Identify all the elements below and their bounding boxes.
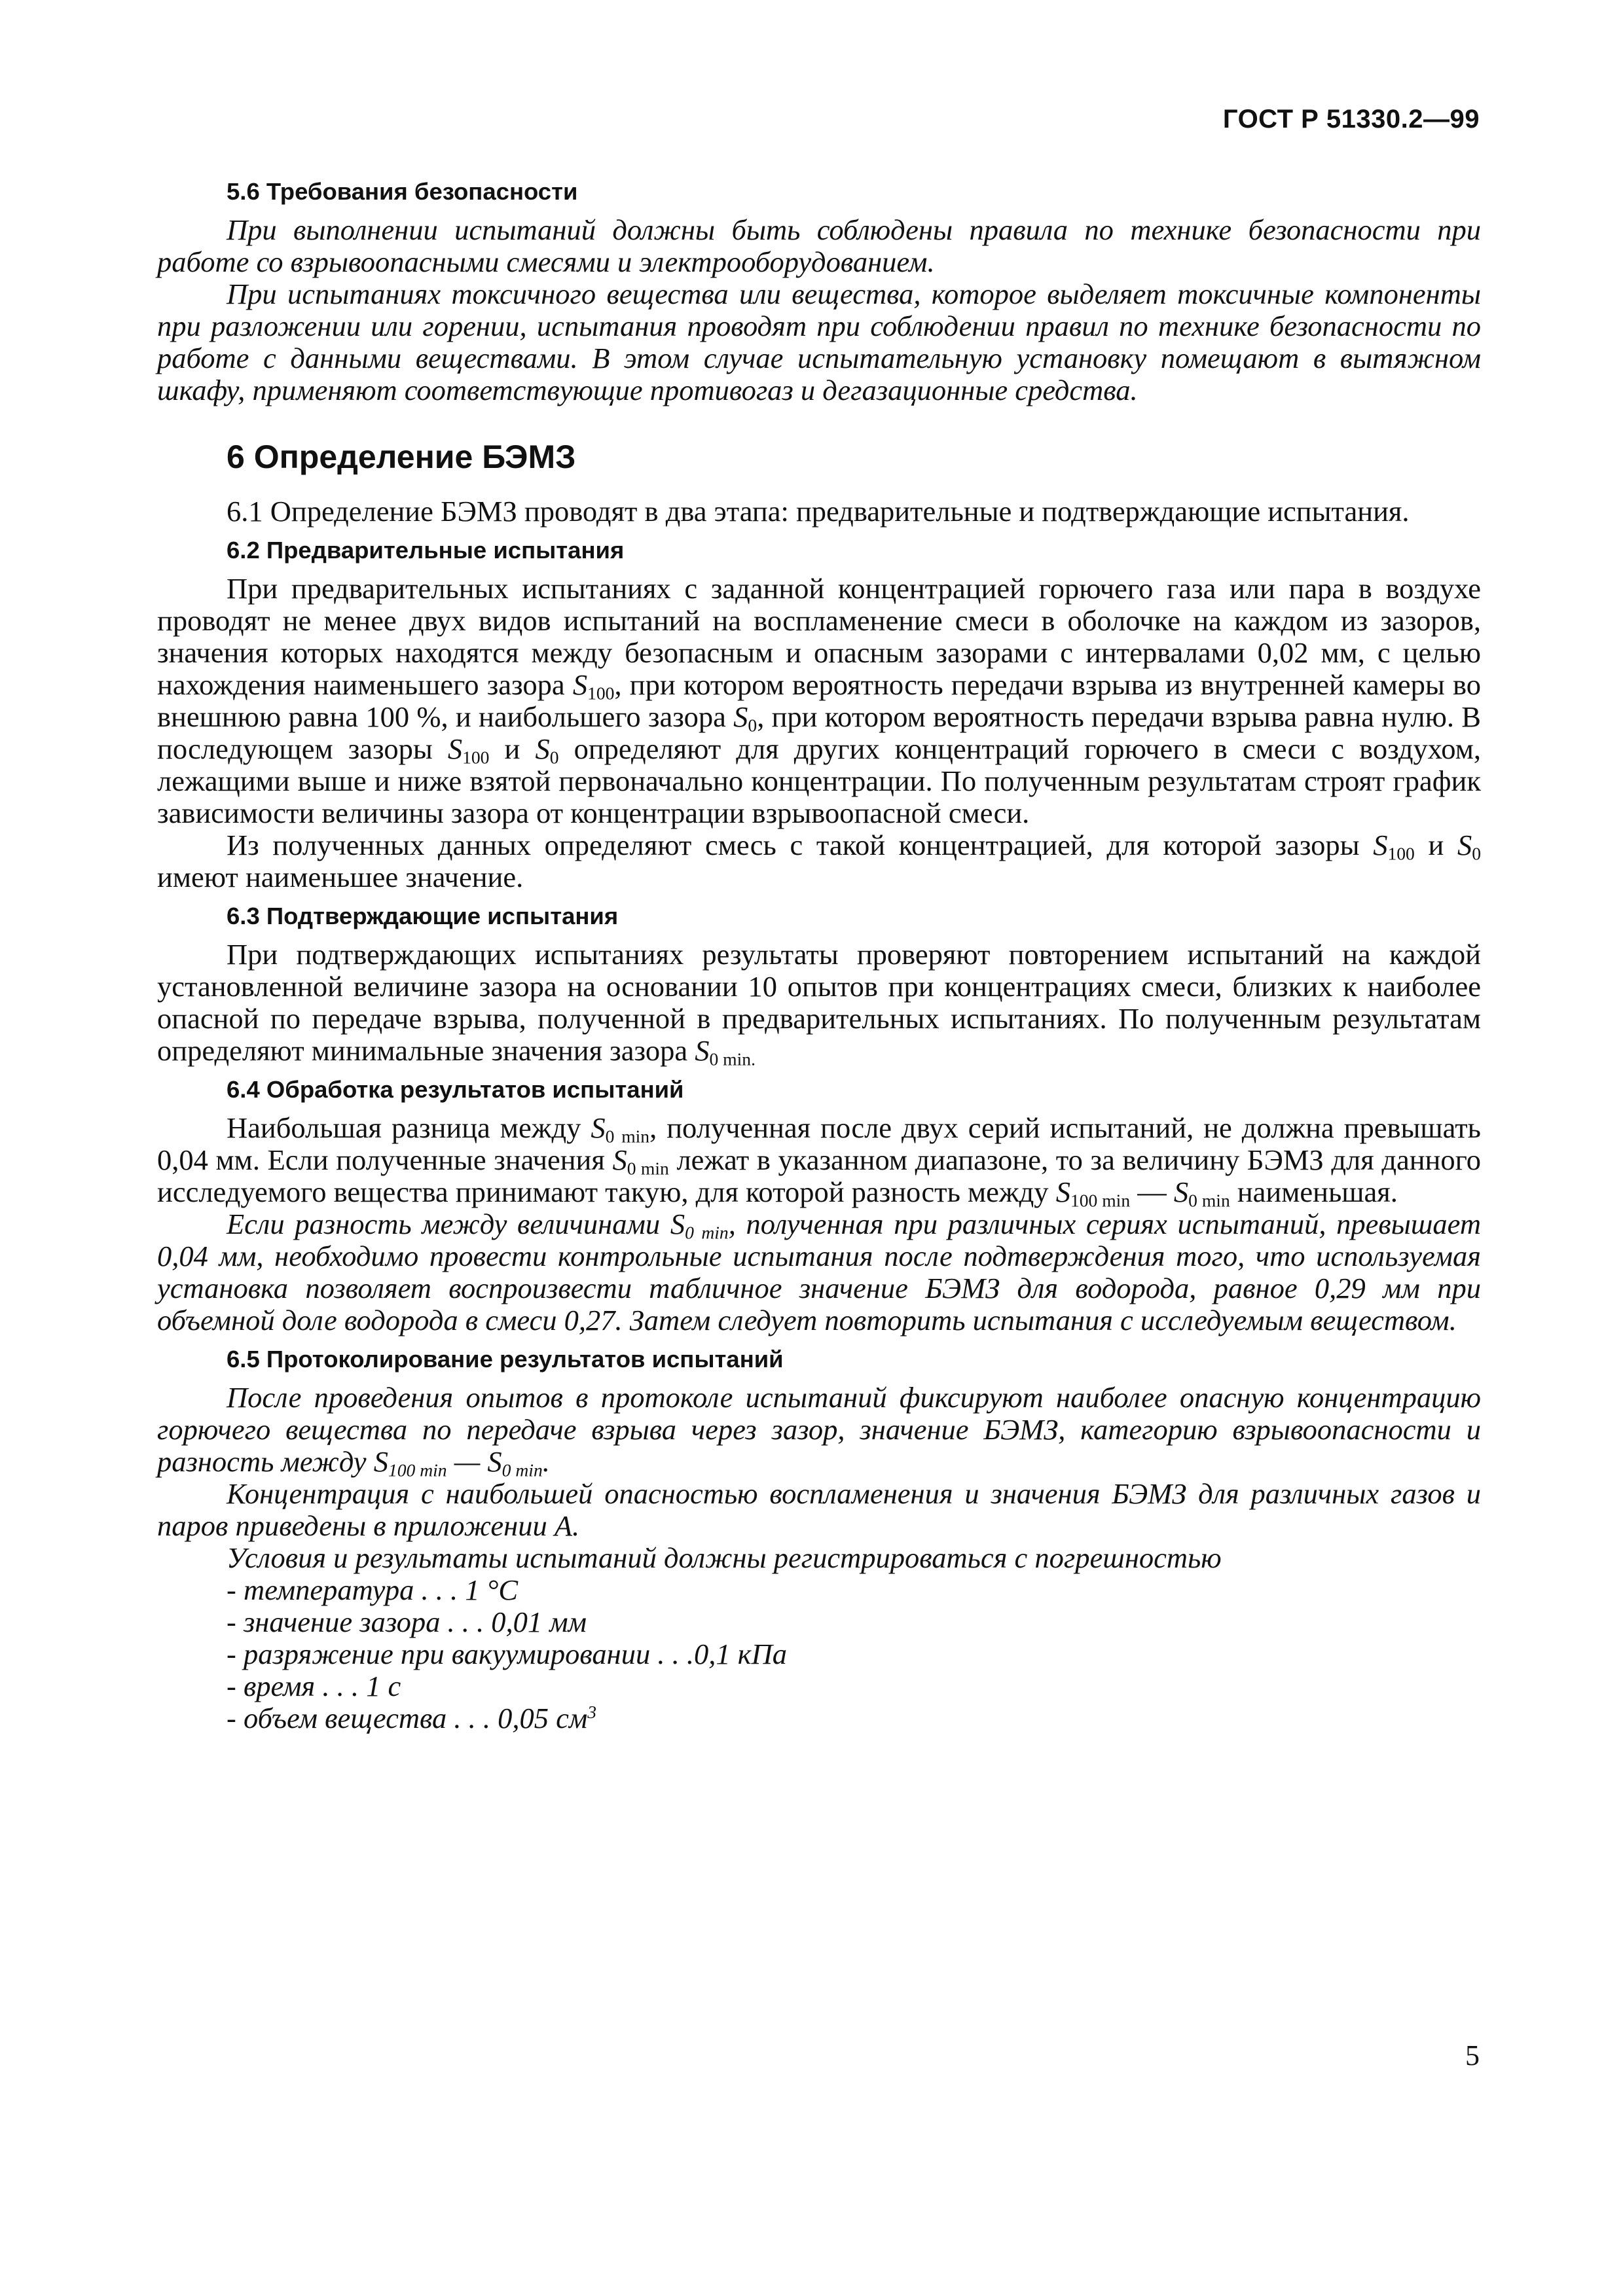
section-6-4-paragraph-2: Если разность между величинами $S_{0 min}$, полученная при различных сериях испытаний, превышает 0,04 мм, необходимо провести контрольные испытания после подтверждения того, что используемая установка позволяет воспроизвести табличное значение БЭМЗ для водорода, равное 0,29 мм при объемной доле водорода в смеси 0,27. Затем следует повторить испытания с исследуемым веществом. bbox=[157, 1208, 1481, 1336]
section-6-4-paragraph-1: Наибольшая разница между $S_{0 min}$, полученная после двух серий испытаний, не должна превышать 0,04 мм. Если полученные значения $S_{0 min}$ лежат в указанном диапазоне, то за величину БЭМЗ для данного исследуемого вещества принимают такую, для которой разность между $S_{100 min}$ — $S_{0 min}$ наименьшая. bbox=[157, 1111, 1481, 1211]
section-6-4-heading: 6.4 Обработка результатов испытаний bbox=[227, 1076, 684, 1103]
section-6-3-paragraph: При подтверждающих испытаниях результаты проверяют повторением испытаний на каждой установленной величине зазора на основании 10 опытов при концентрациях смеси, близких к наиболее опасной по передаче взрыва, полученной в предварительных испытаниях. По полученным результатам определяют минимальные значения зазора $S_{0 min.}$ bbox=[157, 938, 1481, 1069]
tolerance-list bbox=[157, 1574, 1481, 1734]
list-item: - время . . . 1 с bbox=[227, 1670, 401, 1702]
page-number: 5 bbox=[1465, 2039, 1480, 2072]
list-item: - разряжение при вакуумировании . . .0,1 кПа bbox=[227, 1638, 787, 1670]
section-6-5-paragraph-1: После проведения опытов в протоколе испытаний фиксируют наиболее опасную концентрацию горючего вещества по передаче взрыва через зазор, значение БЭМЗ, категорию взрывоопасности и разность между $S_{100 min}$ — $S_{0 min}$. bbox=[157, 1381, 1481, 1480]
section-6-3-heading: 6.3 Подтверждающие испытания bbox=[227, 903, 619, 929]
section-6-heading: 6 Определение БЭМЗ bbox=[227, 439, 576, 475]
list-item: - объем вещества . . . 0,05 $см^3$ bbox=[227, 1701, 597, 1734]
section-5-6-paragraph-1: При выполнении испытаний должны быть соблюдены правила по технике безопасности при работе со взрывоопасными смесями и электрооборудованием. bbox=[157, 213, 1481, 278]
section-5-6-paragraph-2: При испытаниях токсичного вещества или вещества, которое выделяет токсичные компоненты при разложении или горении, испытания проводят при соблюдении правил по технике безопасности по работе с данными веществами. В этом случае испытательную установку помещают в вытяжном шкафу, применяют соответствующие противогаз и дегазационные средства. bbox=[157, 278, 1481, 406]
section-5-6-heading: 5.6 Требования безопасности bbox=[227, 178, 578, 205]
section-6-5-paragraph-3: Условия и результаты испытаний должны регистрироваться с погрешностью bbox=[227, 1541, 1222, 1574]
section-6-5-heading: 6.5 Протоколирование результатов испытаний bbox=[227, 1346, 784, 1372]
page-body bbox=[157, 175, 1481, 1734]
section-6-2-paragraph-1: При предварительных испытаниях с заданной концентрацией горючего газа или пара в воздухе проводят не менее двух видов испытаний на воспламенение смеси в оболочке на каждом из зазоров, значения которых находятся между безопасным и опасным зазорами с интервалами 0,02 мм, с целью нахождения наименьшего зазора $S_{100}$, при котором вероятность передачи взрыва из внутренней камеры во внешнюю равна 100 %, и наибольшего зазора $S_0$, при котором вероятность передачи взрыва равна нулю. В последующем зазоры $S_{100}$ и $S_0$ определяют для других концентраций горючего в смеси с воздухом, лежащими выше и ниже взятой первоначально концентрации. По полученным результатам строят график зависимости величины зазора от концентрации взрывоопасной смеси. bbox=[157, 572, 1481, 829]
section-6-2-heading: 6.2 Предварительные испытания bbox=[227, 537, 625, 564]
list-item: - значение зазора . . . 0,01 мм bbox=[227, 1605, 587, 1638]
list-item: - температура . . . 1 °С bbox=[227, 1573, 519, 1606]
section-6-2-paragraph-2: Из полученных данных определяют смесь с такой концентрацией, для которой зазоры $S_{100}$ и $S_0$ имеют наименьшее значение. bbox=[157, 829, 1481, 893]
document-code-header: ГОСТ Р 51330.2—99 bbox=[1222, 105, 1480, 134]
section-6-5-paragraph-2: Концентрация с наибольшей опасностью воспламенения и значения БЭМЗ для различных газов и паров приведены в приложении А. bbox=[157, 1477, 1481, 1542]
section-6-1-paragraph: 6.1 Определение БЭМЗ проводят в два этапа: предварительные и подтверждающие испытания. bbox=[227, 495, 1410, 528]
